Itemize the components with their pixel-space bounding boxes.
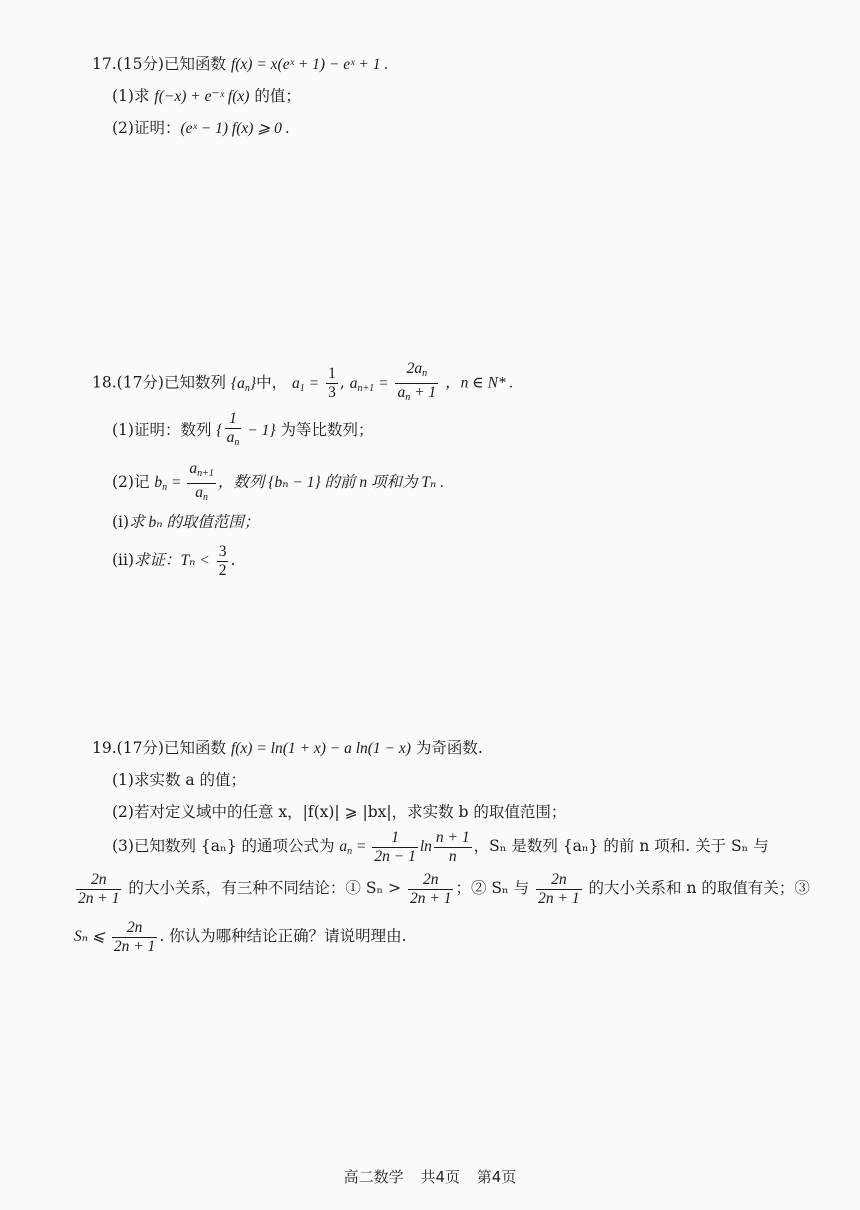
- footer-page-number: 第4页: [476, 1168, 517, 1186]
- q19-score: (17分): [116, 739, 164, 757]
- q19-p3-d: ；② Sₙ 与: [455, 879, 530, 897]
- q19-number: 19.: [92, 739, 117, 757]
- q19-p3-a: (3)已知数列 {aₙ} 的通项公式为: [112, 837, 335, 855]
- q17-p2-text: 证明：: [133, 119, 181, 137]
- q19-part3-line2: [74, 868, 810, 908]
- q18-part2: [112, 460, 444, 508]
- q19-function: f(x) = ln(1 + x) − a ln(1 − x): [230, 740, 411, 757]
- q17-function: f(x) = x(eˣ + 1) − eˣ + 1 .: [230, 56, 389, 73]
- q18-score: (17分): [116, 373, 164, 392]
- footer-total-pages: 共4页: [420, 1168, 460, 1186]
- q18-bound-frac: $\frac{3}{2}$: [218, 542, 227, 579]
- q18-seq: $\{a_n\}$: [230, 374, 257, 394]
- q18-part1: [112, 410, 374, 452]
- q17-number: 17.: [92, 55, 117, 73]
- q17-part2: [112, 118, 290, 139]
- q18-pi-text: 求 bₙ 的取值范围；: [129, 514, 260, 531]
- q19-stem-tail: 为奇函数.: [415, 739, 483, 757]
- q18-p2-text: 记: [133, 473, 150, 492]
- q17-p2-math: (eˣ − 1) f(x) ⩾ 0 .: [180, 120, 290, 137]
- q17-p1-label: (1): [112, 87, 134, 105]
- q17-stem-text: 已知函数: [163, 55, 226, 73]
- q18-p1-label: (1): [112, 421, 134, 439]
- q19-an-def: $a_n$ = $\frac{1}{2n - 1}$ ln $\frac{n + 1}{n}$: [339, 828, 470, 865]
- q19-part3-line3: [74, 916, 407, 957]
- q17-part1: [112, 86, 301, 107]
- q19-p1-text: (1)求实数 a 的值；: [112, 771, 247, 789]
- q18-recur: $a_{n+1}$ =: [349, 374, 389, 394]
- q18-p2-mid: ，数列 {bₙ − 1} 的前 n 项和为 Tₙ .: [217, 474, 445, 492]
- q19-p3-b: ，Sₙ 是数列 {aₙ} 的前 n 项和. 关于 Sₙ 与: [473, 837, 769, 855]
- q18-pi-label: (i): [112, 513, 130, 531]
- q18-pii-label: (ii): [112, 551, 135, 569]
- q19-p3-g: . 你认为哪种结论正确？请说明理由.: [159, 927, 407, 945]
- q17-p1-tail: 的值；: [254, 87, 301, 105]
- q19-frac-b: $\frac{2n}{2n + 1}$: [410, 870, 452, 907]
- q18-stem-mid: 中，: [256, 373, 288, 392]
- q18-stem-tail: ，n ∈ N* .: [445, 374, 514, 392]
- q18-p1-tail: 为等比数列；: [280, 421, 374, 439]
- q18-a1: $a_1$ =: [292, 374, 320, 394]
- q19-p2-text: (2)若对定义域中的任意 x，|f(x)| ⩾ |bx|，求实数 b 的取值范围；: [112, 803, 567, 821]
- q18-p2-label: (2): [112, 473, 134, 492]
- q17-stem: [92, 54, 388, 75]
- page-footer: [0, 1166, 860, 1187]
- q19-p3-f: Sₙ ⩽: [74, 928, 105, 945]
- q19-frac-a: $\frac{2n}{2n + 1}$: [78, 870, 120, 907]
- q19-part3-line1: [112, 826, 769, 872]
- q19-part2: [112, 802, 566, 822]
- q18-p1-expr: { $\frac{1}{a_n}$ − 1}: [216, 410, 276, 449]
- q18-stem-text: 已知数列: [163, 373, 226, 392]
- q19-stem: [92, 738, 483, 759]
- q18-part-i: [112, 512, 259, 533]
- q18-number: 18.: [92, 373, 117, 392]
- q19-p3-c: 的大小关系，有三种不同结论：① Sₙ >: [128, 879, 402, 897]
- q19-part1: [112, 770, 246, 790]
- footer-subject: 高二数学: [343, 1168, 404, 1186]
- q17-p1-text: 求: [133, 87, 150, 105]
- q18-part-ii: (ii)求证：Tₙ < $\frac{3}{2}$ .: [112, 542, 236, 579]
- q18-p1-text: 证明：数列: [133, 421, 212, 439]
- q18-pii-text: 求证：Tₙ <: [134, 552, 210, 569]
- q18-stem: 18.(17分)已知数列 $\{a_n\}$中， $a_1$ = $\frac{1}{3}$ , $a_{n+1}$ = $\frac{2a_n}{a_n + 1}$ ，n ∈ N* .: [92, 360, 513, 409]
- q17-p1-math: f(−x) + e⁻ˣ f(x): [154, 88, 250, 105]
- q17-p2-label: (2): [112, 119, 134, 137]
- q19-stem-text: 已知函数: [163, 739, 226, 757]
- q19-frac-c: $\frac{2n}{2n + 1}$: [538, 870, 580, 907]
- q19-frac-d: $\frac{2n}{2n + 1}$: [113, 918, 156, 955]
- q18-bn-def: $b_n$ = $\frac{a_{n+1}}{a_n}$: [154, 460, 214, 503]
- q19-p3-e: 的大小关系和 n 的取值有关；③: [588, 879, 810, 897]
- q18-a1-frac: $\frac{1}{3}$: [328, 365, 336, 401]
- q17-score: (15分): [116, 55, 164, 73]
- q18-recur-frac: $\frac{2a_n}{a_n + 1}$: [397, 360, 437, 403]
